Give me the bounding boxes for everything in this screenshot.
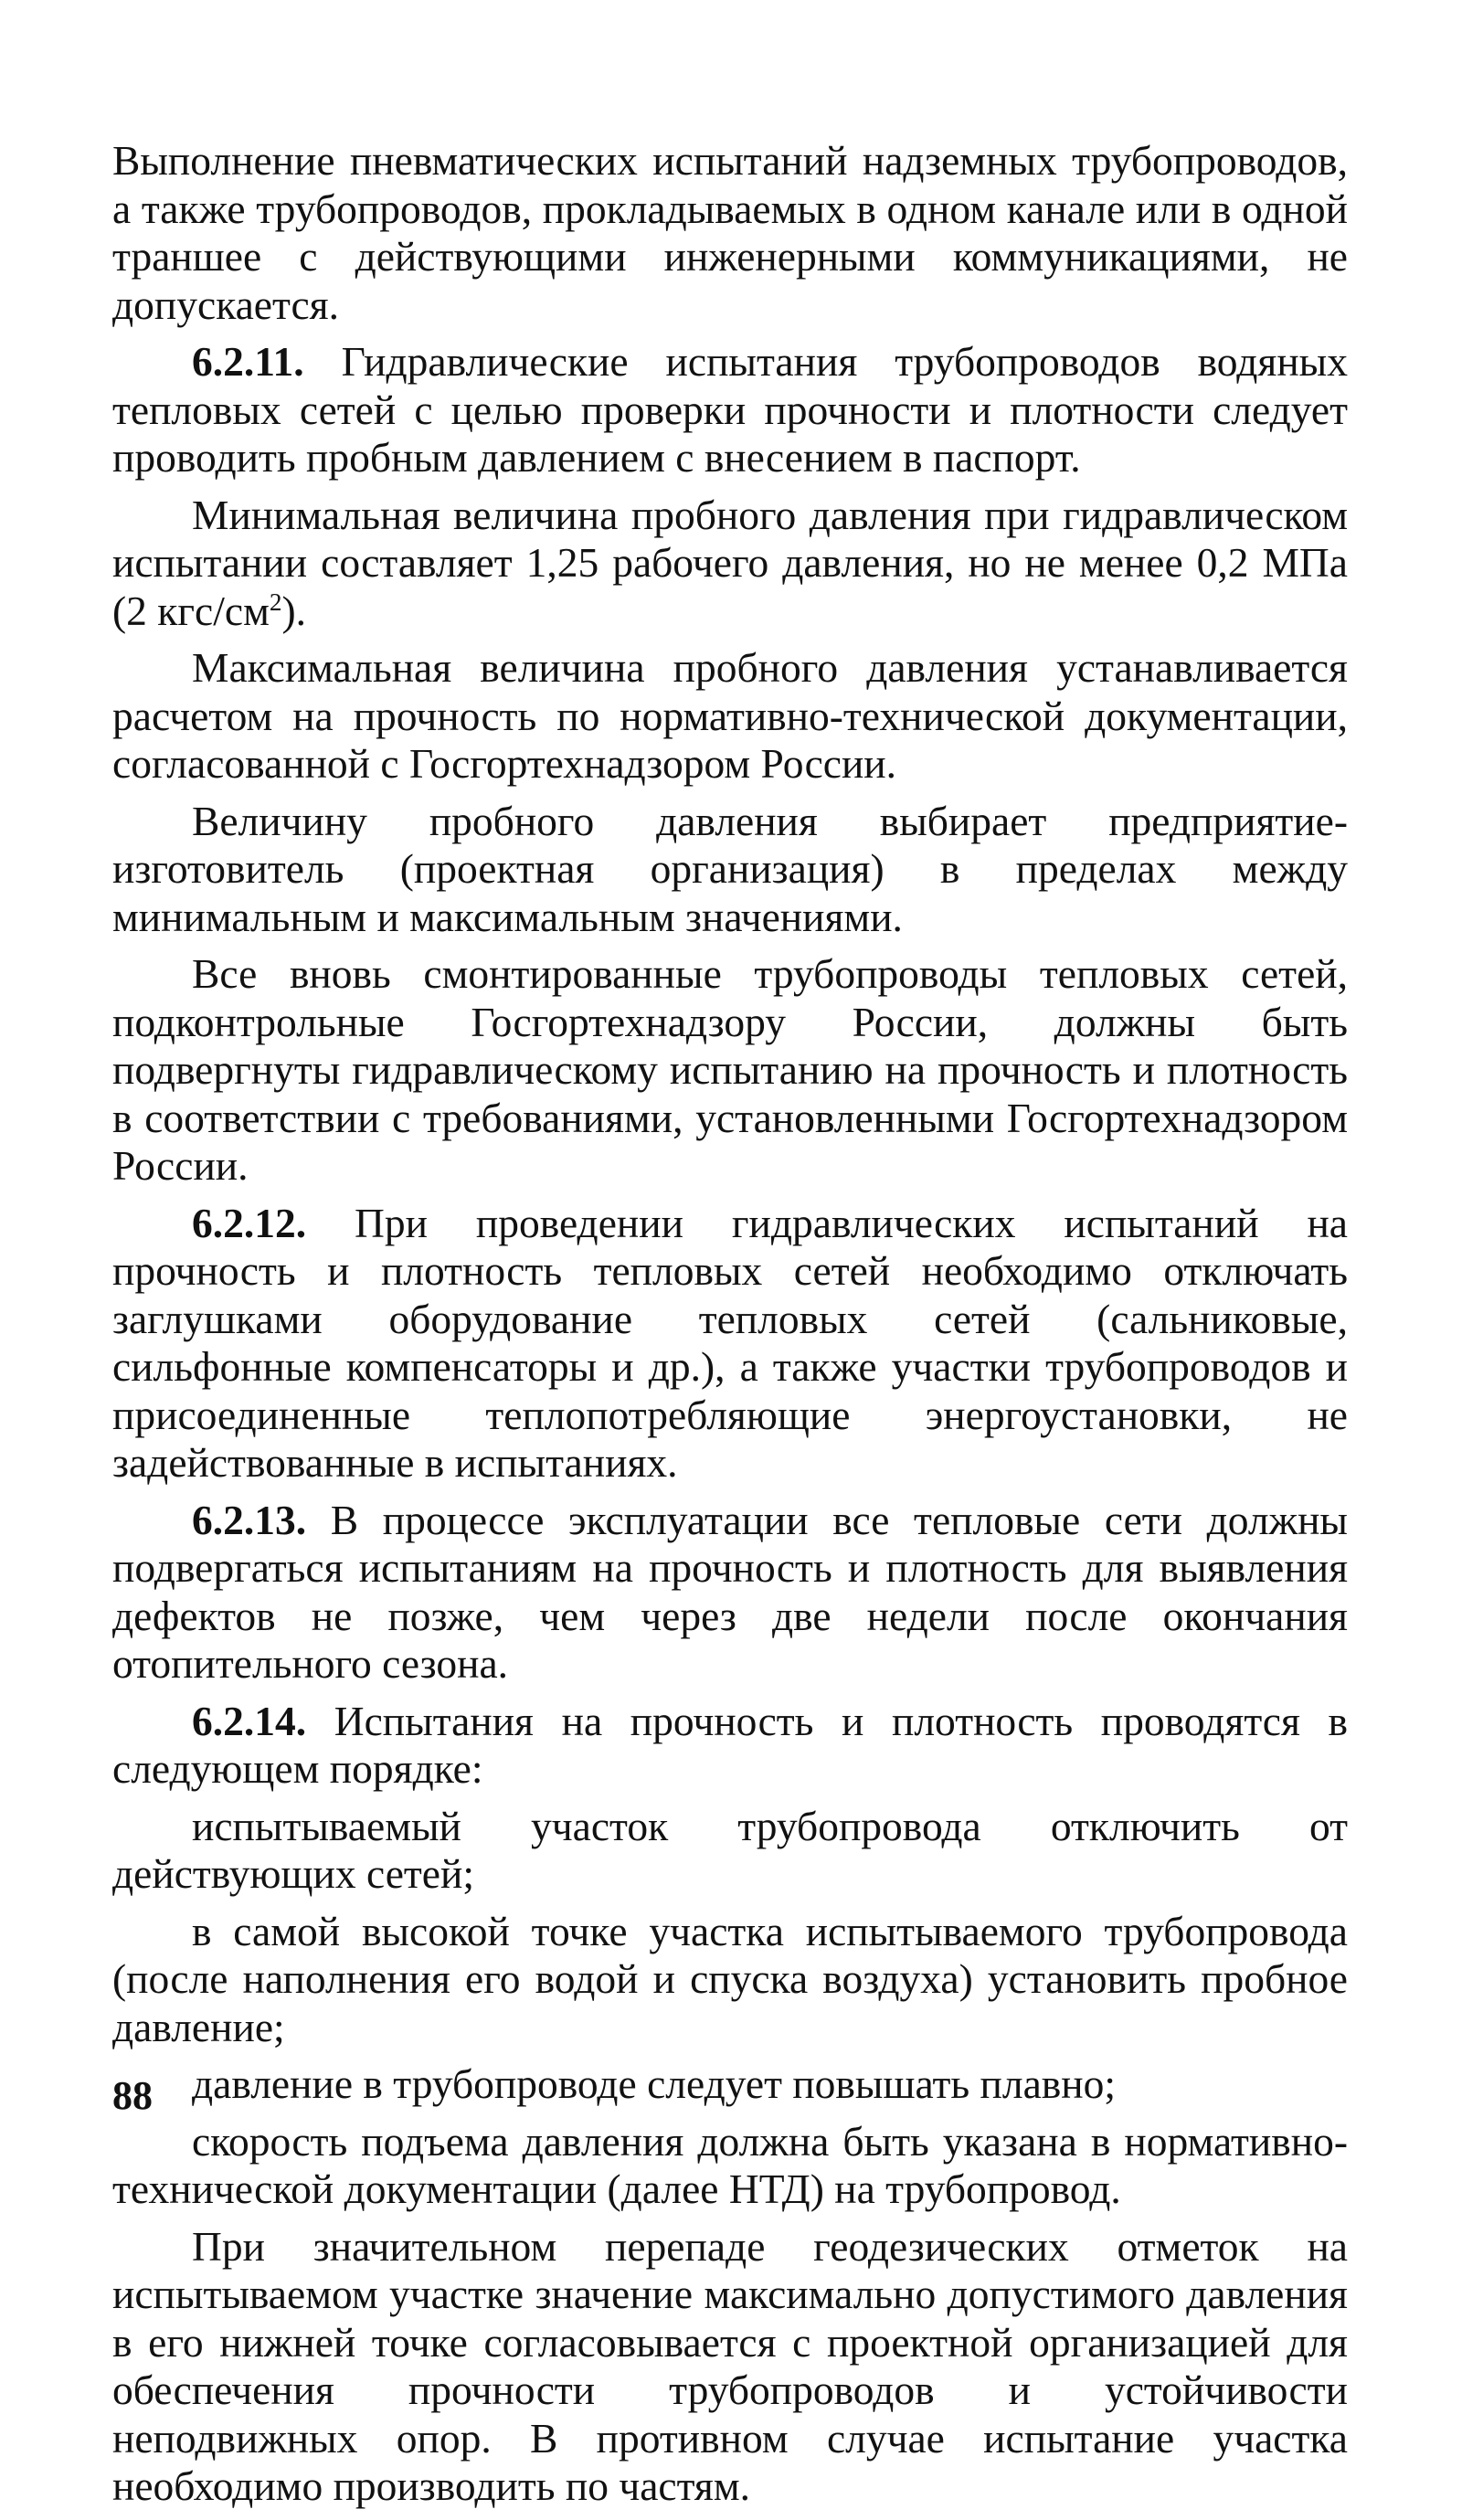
paragraph-min-pressure [112,492,1348,636]
paragraph-new-pipelines [112,950,1348,1191]
list-step-rise-rate [112,2118,1348,2214]
paragraph-text: Испытания на прочность и плотность проводятся в следующем порядке: [112,1697,1348,1792]
paragraph-text: давление в трубопроводе следует повышать плавно; [192,2060,1117,2107]
clause-number: 6.2.13. [192,1496,307,1543]
paragraph-pneumatic-tests [112,137,1348,329]
paragraph-pressure-selection [112,798,1348,942]
page-number: 88 [112,2073,153,2118]
paragraph-text: скорость подъема давления должна быть указана в нормативно-технической документации (далее НТД) на трубопровод. [112,2117,1348,2212]
paragraph-text: В процессе эксплуатации все тепловые сети должны подвергаться испытаниям на прочность и плотность для выявления дефектов не позже, чем через две недели после окончания отопительного сезона. [112,1496,1348,1687]
clause-number: 6.2.12. [192,1199,307,1246]
clause-number: 6.2.11. [192,338,304,385]
paragraph-text-end: ). [281,587,307,634]
paragraph-text: Величину пробного давления выбирает предприятие-изготовитель (проектная организация) в пределах между минимальным и максимальным значениями. [112,797,1348,940]
paragraph-text: Минимальная величина пробного давления при гидравлическом испытании составляет 1,25 рабочего давления, но не менее 0,2 МПа (2 кгс/см [112,491,1348,634]
paragraph-clause-6-2-11 [112,338,1348,482]
body-text [112,137,1348,2520]
paragraph-text: Все вновь смонтированные трубопроводы тепловых сетей, подконтрольные Госгортехнадзору России, должны быть подвергнуты гидравлическому испытанию на прочность и плотность в соответствии с требованиями, установленными Госгортехнадзором России. [112,950,1348,1189]
paragraph-text: При значительном перепаде геодезических отметок на испытываемом участке значение максимально допустимого давления в его нижней точке согласовывается с проектной организацией для обеспечения прочности трубопроводов и устойчивости неподвижных опор. В противном случае испытание участка необходимо производить по частям. [112,2222,1348,2509]
paragraph-text: При проведении гидравлических испытаний на прочность и плотность тепловых сетей необходимо отключать заглушками оборудование тепловых сетей (сальниковые, сильфонные компенсаторы и др.), а также участки трубопроводов и присоединенные теплопотребляющие энергоустановки, не задействованные в испытаниях. [112,1199,1348,1486]
paragraph-text: Максимальная величина пробного давления устанавливается расчетом на прочность по нормативно-технической документации, согласованной с Госгортехнадзором России. [112,644,1348,787]
list-step-set-pressure [112,1908,1348,2052]
paragraph-clause-6-2-12 [112,1200,1348,1488]
superscript: 2 [269,588,282,616]
paragraph-text: испытываемый участок трубопровода отключить от действующих сетей; [112,1802,1348,1897]
paragraph-max-pressure [112,644,1348,789]
clause-number: 6.2.14. [192,1697,307,1744]
paragraph-clause-6-2-13 [112,1497,1348,1689]
paragraph-text: в самой высокой точке участка испытываемого трубопровода (после наполнения его водой и спуска воздуха) установить пробное давление; [112,1907,1348,2050]
paragraph-clause-6-2-14 [112,1698,1348,1794]
list-step-raise-smoothly [112,2060,1348,2109]
paragraph-text: Гидравлические испытания трубопроводов водяных тепловых сетей с целью проверки прочности и плотности следует проводить пробным давлением с внесением в паспорт. [112,338,1348,481]
paragraph-text: Выполнение пневматических испытаний надземных трубопроводов, а также трубопроводов, прокладываемых в одном канале или в одной траншее с действующими инженерными коммуникациями, не допускается. [112,137,1348,328]
list-step-disconnect [112,1803,1348,1899]
paragraph-elevation-difference [112,2223,1348,2511]
